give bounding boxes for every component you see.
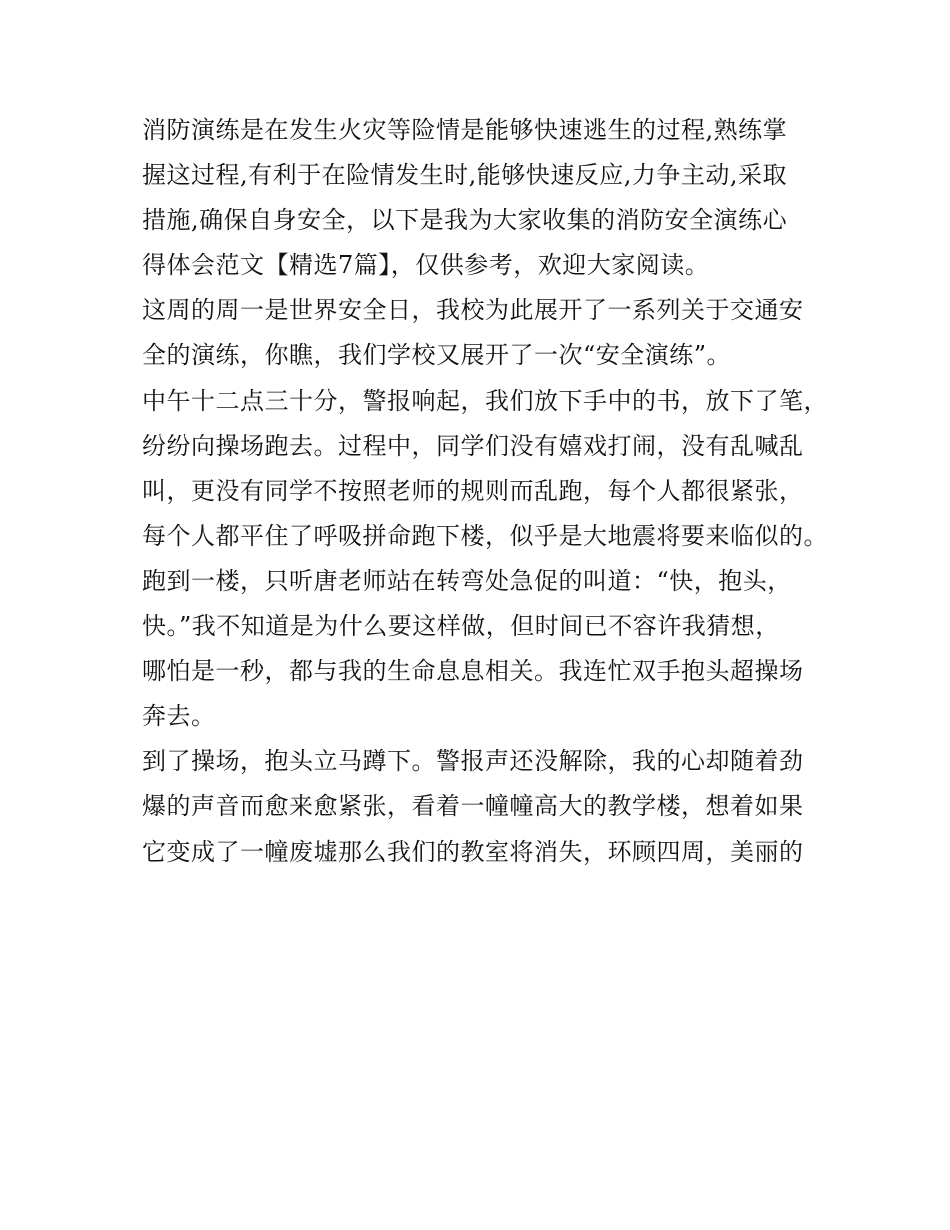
- text-line: 得体会范文【精选7篇】，仅供参考，欢迎大家阅读。: [142, 251, 710, 280]
- text-line: 纷纷向操场跑去。过程中，同学们没有嬉戏打闹，没有乱喊乱: [142, 431, 804, 460]
- text-line: 到了操场，抱头立马蹲下。警报声还没解除，我的心却随着劲: [142, 747, 804, 776]
- text-line: 奔去。: [142, 702, 216, 731]
- text-line: 爆的声音而愈来愈紧张，看着一幢幢高大的教学楼，想着如果: [142, 792, 804, 821]
- text-line: 叫，更没有同学不按照老师的规则而乱跑，每个人都很紧张，: [142, 476, 804, 505]
- text-line: 每个人都平住了呼吸拼命跑下楼，似乎是大地震将要来临似的。: [142, 521, 828, 550]
- document-body: [142, 108, 842, 875]
- text-line: 快。”我不知道是为什么要这样做，但时间已不容许我猜想，: [142, 612, 780, 641]
- text-line: 哪怕是一秒，都与我的生命息息相关。我连忙双手抱头超操场: [142, 657, 804, 686]
- text-line: 跑到一楼，只听唐老师站在转弯处急促的叫道：“快，抱头，: [142, 566, 792, 595]
- text-line: 这周的周一是世界安全日，我校为此展开了一系列关于交通安: [142, 296, 804, 325]
- text-line: 全的演练，你瞧，我们学校又展开了一次“安全演练”。: [142, 341, 732, 370]
- text-line: 握这过程,有利于在险情发生时,能够快速反应,力争主动,采取: [142, 161, 788, 190]
- text-line: 消防演练是在发生火灾等险情是能够快速逃生的过程,熟练掌: [142, 116, 788, 144]
- text-line: 中午十二点三十分，警报响起，我们放下手中的书，放下了笔，: [142, 386, 828, 415]
- text-line: 措施,确保自身安全，以下是我为大家收集的消防安全演练心: [142, 206, 788, 235]
- text-line: 它变成了一幢废墟那么我们的教室将消失，环顾四周，美丽的: [142, 837, 804, 866]
